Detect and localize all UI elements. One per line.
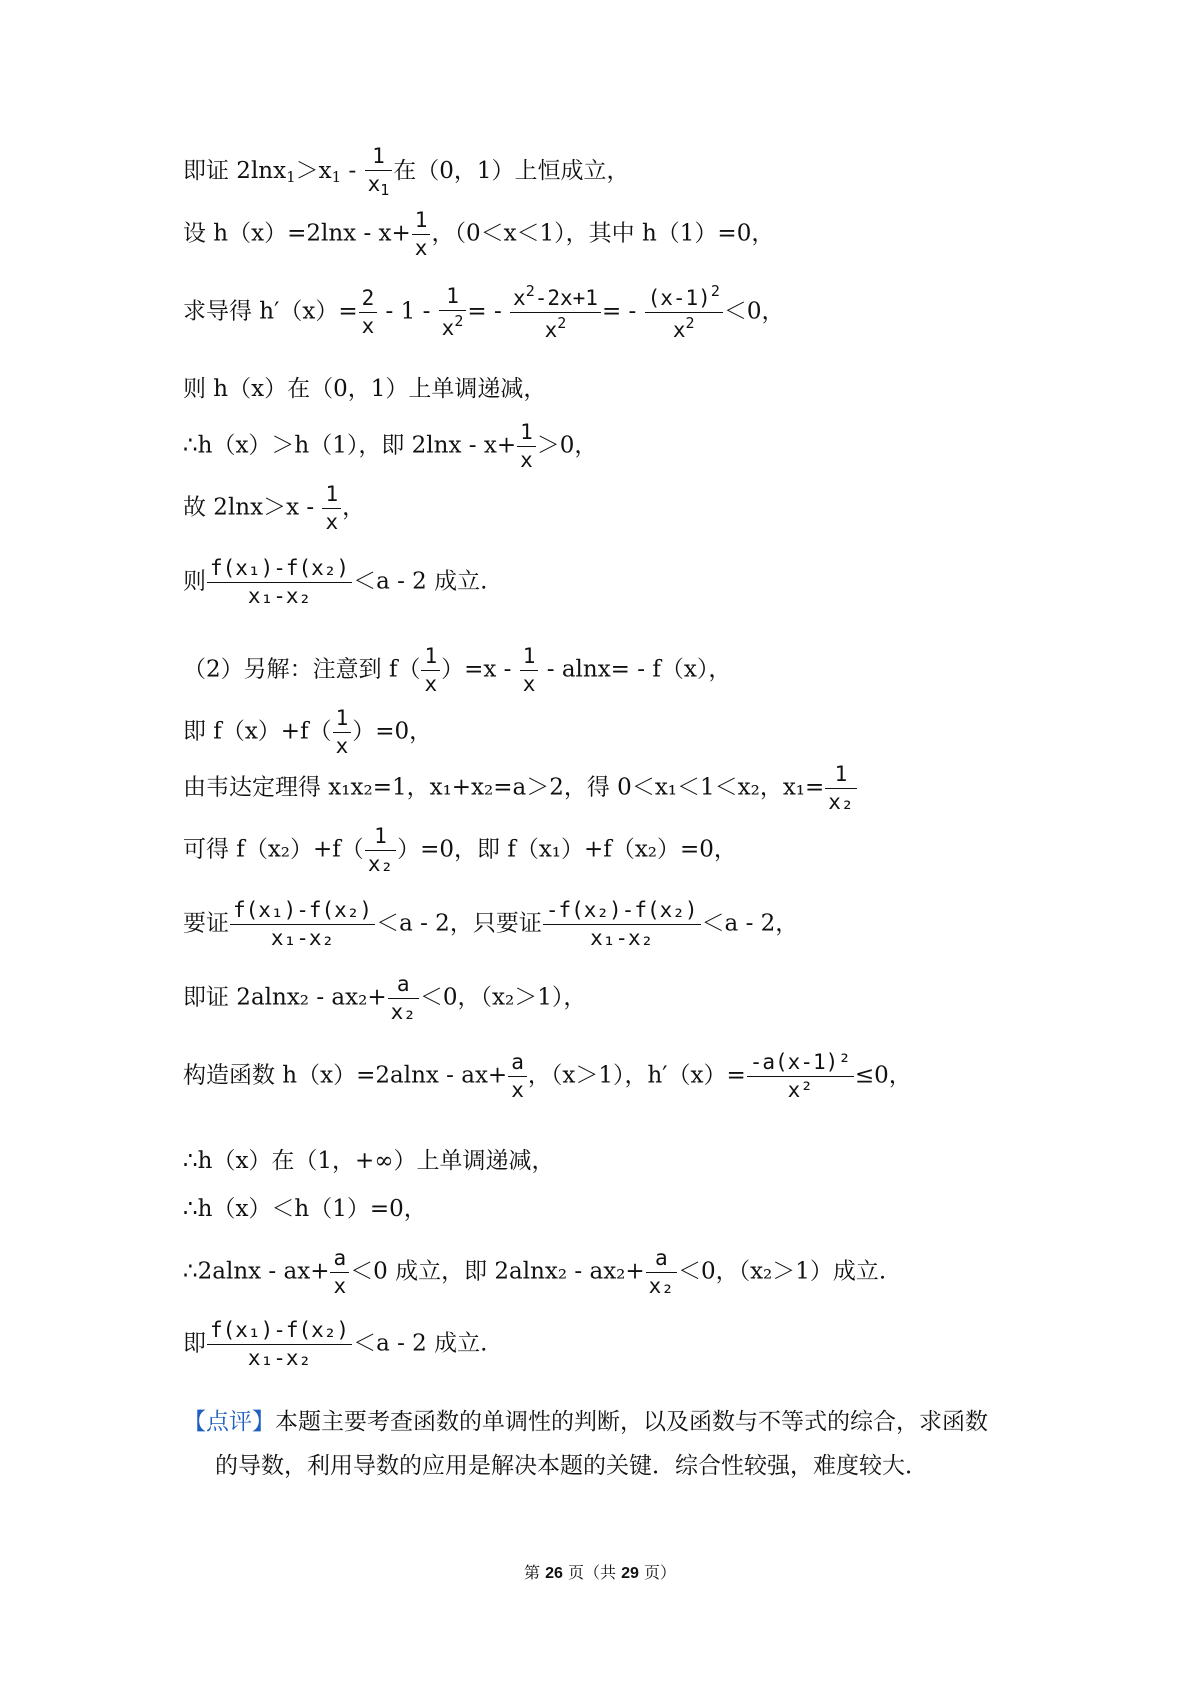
- text: ＜a - 2 成立.: [353, 1330, 488, 1357]
- den-text: x: [367, 172, 381, 196]
- proof-line: [183, 708, 432, 757]
- text: 即证 2lnx: [183, 158, 287, 184]
- denominator: [510, 313, 601, 341]
- fraction: [508, 1052, 527, 1101]
- superscript: 2: [685, 314, 695, 332]
- den-text: x: [544, 318, 558, 342]
- footer-text: 第: [524, 1563, 546, 1582]
- proof-line: [183, 378, 546, 401]
- fraction: [543, 900, 701, 949]
- review-comment: [183, 1400, 1053, 1488]
- fraction: [207, 1320, 352, 1369]
- comment-text: 本题主要考查函数的单调性的判断，以及函数与不等式的综合，求函数: [275, 1409, 988, 1435]
- fraction: [322, 484, 341, 533]
- proof-line: [183, 826, 737, 875]
- text: 即 f（x）+f（: [183, 718, 332, 745]
- fraction: [645, 284, 723, 341]
- denominator: [439, 311, 467, 339]
- denominator: [645, 313, 723, 341]
- numerator: 1: [322, 484, 341, 509]
- text: （2）另解：注意到 f（: [183, 656, 421, 683]
- numerator: a: [330, 1248, 349, 1273]
- text: 要证: [183, 910, 229, 937]
- numerator: f(x₁)-f(x₂): [207, 558, 352, 583]
- text: ）=0，: [352, 718, 433, 745]
- numerator: f(x₁)-f(x₂): [207, 1320, 352, 1345]
- num-text: x: [513, 286, 526, 310]
- numerator: 1: [421, 646, 440, 671]
- footer-text: 页（共: [562, 1563, 622, 1582]
- denominator: [365, 171, 393, 198]
- proof-line: [183, 1150, 554, 1173]
- text: 则 h（x）在（0，1）上单调递减，: [183, 376, 547, 402]
- den-text: x: [441, 316, 455, 340]
- text: ）=x -: [441, 656, 519, 683]
- proof-line: [183, 646, 731, 695]
- subscript: 1: [331, 168, 342, 186]
- denominator: x₁-x₂: [270, 926, 335, 950]
- proof-line: [183, 764, 858, 813]
- text: ＞x: [295, 158, 332, 184]
- text: ＜0，（x₂＞1）成立.: [677, 1258, 887, 1285]
- numerator: 1: [365, 826, 396, 851]
- numerator: 1: [412, 210, 431, 235]
- denominator: x₂: [828, 790, 854, 814]
- proof-line: [183, 284, 785, 341]
- fraction: [333, 708, 352, 757]
- fraction: [365, 146, 393, 198]
- superscript: 2: [557, 314, 567, 332]
- numerator: a: [388, 974, 419, 999]
- proof-line: [183, 422, 597, 471]
- fraction: [520, 646, 539, 695]
- proof-line: [183, 210, 774, 259]
- denominator: x₂: [390, 1000, 416, 1024]
- denominator: x₁-x₂: [590, 926, 654, 950]
- text: ，（x＞1），h′（x）=: [527, 1062, 746, 1089]
- text: ＜0，: [723, 298, 785, 325]
- text: ）=0，即 f（x₁）+f（x₂）=0，: [397, 836, 737, 863]
- denominator: x₁-x₂: [247, 584, 312, 608]
- proof-line: [183, 1198, 427, 1221]
- text: ＞0，: [536, 432, 598, 459]
- numerator: [645, 284, 723, 313]
- text: ＜0，（x₂＞1），: [419, 984, 587, 1011]
- page-total: 29: [621, 1565, 639, 1582]
- text: 则: [183, 568, 206, 595]
- text: 可得 f（x₂）+f（: [183, 836, 364, 863]
- denominator: x: [333, 1274, 347, 1298]
- proof-line: [183, 1052, 912, 1101]
- text: 设 h（x）=2lnx - x+: [183, 220, 411, 247]
- numerator: 2: [359, 288, 378, 313]
- numerator: 1: [439, 286, 467, 311]
- page-number: 26: [545, 1565, 563, 1582]
- fraction: [747, 1052, 854, 1101]
- numerator: a: [508, 1052, 527, 1077]
- proof-line: [183, 974, 586, 1023]
- num-text: -2x+1: [534, 286, 598, 310]
- proof-line: [183, 1248, 886, 1297]
- text: ＜0 成立，即 2alnx₂ - ax₂+: [350, 1258, 645, 1285]
- fraction: [230, 900, 375, 949]
- comment-text: 的导数，利用导数的应用是解决本题的关键．综合性较强，难度较大．: [215, 1453, 928, 1479]
- denominator: x₂: [367, 852, 394, 876]
- proof-line: [183, 1320, 487, 1369]
- text: = -: [601, 298, 644, 325]
- text: ∴h（x）＜h（1）=0，: [183, 1196, 427, 1222]
- text: ∴2alnx - ax+: [183, 1258, 330, 1285]
- numerator: 1: [825, 764, 856, 789]
- fraction: [439, 286, 467, 339]
- text: ，（0＜x＜1），其中 h（1）=0，: [431, 220, 775, 247]
- denominator: x: [361, 314, 375, 338]
- text: ≤0，: [854, 1062, 912, 1089]
- text: ∴h（x）在（1，+∞）上单调递减，: [183, 1148, 555, 1174]
- proof-line: [183, 558, 487, 607]
- numerator: f(x₁)-f(x₂): [230, 900, 375, 925]
- text: 求导得 h′（x）=: [183, 298, 358, 325]
- numerator: 1: [333, 708, 352, 733]
- denominator: x: [511, 1078, 524, 1102]
- subscript: 1: [286, 168, 296, 186]
- numerator: 1: [365, 146, 393, 171]
- num-text: (x-1): [647, 286, 711, 310]
- superscript: 2: [525, 282, 535, 300]
- fraction: [359, 288, 378, 337]
- text: 在（0，1）上恒成立，: [393, 158, 630, 184]
- fraction: [412, 210, 431, 259]
- text: 即: [183, 1330, 206, 1357]
- denominator: x: [325, 510, 339, 534]
- fraction: [365, 826, 396, 875]
- denominator: x: [522, 672, 536, 696]
- text: ∴h（x）＞h（1），即 2lnx - x+: [183, 432, 517, 459]
- fraction: [517, 422, 536, 471]
- text: - alnx= - f（x），: [539, 656, 732, 683]
- superscript: 2: [710, 282, 720, 300]
- text: 构造函数 h（x）=2alnx - ax+: [183, 1062, 508, 1089]
- text: ＜a - 2，: [701, 910, 799, 937]
- numerator: -f(x₂)-f(x₂): [543, 900, 701, 925]
- text: = -: [467, 298, 510, 325]
- fraction: [646, 1248, 677, 1297]
- comment-tag: 【点评】: [183, 1409, 275, 1435]
- text: 由韦达定理得 x₁x₂=1，x₁+x₂=a＞2，得 0＜x₁＜1＜x₂，x₁=: [183, 774, 825, 801]
- fraction: [825, 764, 856, 813]
- numerator: a: [646, 1248, 677, 1273]
- text: ＜a - 2，只要证: [376, 910, 542, 937]
- text: 故 2lnx＞x -: [183, 494, 322, 521]
- footer-text: 页）: [638, 1563, 676, 1582]
- denominator: x: [424, 672, 438, 696]
- denominator: x²: [787, 1078, 813, 1102]
- denominator: x: [335, 734, 349, 758]
- denominator: x₁-x₂: [247, 1346, 312, 1370]
- text: ，: [342, 494, 366, 521]
- superscript: 2: [454, 312, 464, 330]
- text: ＜a - 2 成立.: [353, 568, 488, 595]
- fraction: [330, 1248, 349, 1297]
- den-text: x: [672, 318, 686, 342]
- proof-line: [183, 484, 365, 533]
- fraction: [388, 974, 419, 1023]
- fraction: [207, 558, 352, 607]
- page-footer: [0, 1560, 1200, 1583]
- text: - 1 -: [378, 298, 438, 325]
- fraction: [510, 284, 601, 341]
- denominator: x₂: [648, 1274, 674, 1298]
- numerator: [510, 284, 601, 313]
- text: 即证 2alnx₂ - ax₂+: [183, 984, 387, 1011]
- subscript: 1: [380, 181, 390, 199]
- proof-line: [183, 146, 630, 198]
- fraction: [421, 646, 440, 695]
- numerator: -a(x-1)²: [747, 1052, 854, 1077]
- denominator: x: [414, 236, 428, 260]
- text: -: [341, 158, 364, 184]
- proof-line: [183, 900, 798, 949]
- numerator: 1: [520, 646, 539, 671]
- denominator: x: [520, 448, 533, 472]
- numerator: 1: [517, 422, 536, 447]
